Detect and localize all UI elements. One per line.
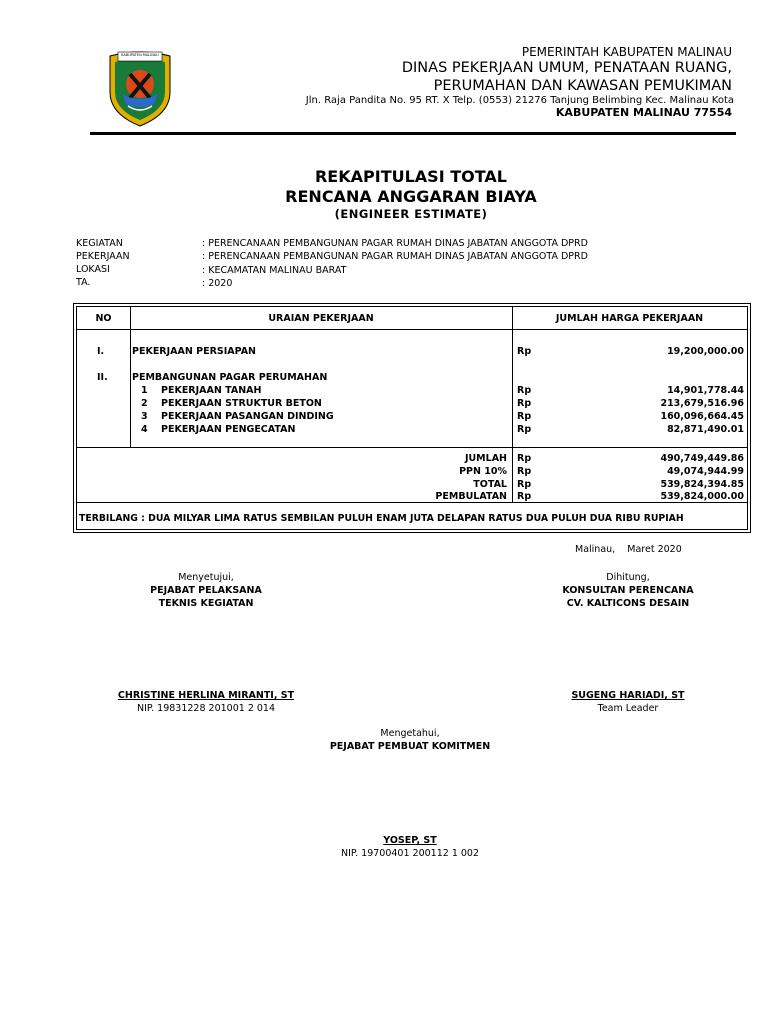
total-value-ppn: 49,074,944.99 — [667, 466, 744, 477]
terbilang-text: TERBILANG : DUA MILYAR LIMA RATUS SEMBILAN PULUH ENAM JUTA DELAPAN RATUS DUA PULUH DUA RIBU RUPIAH — [79, 513, 684, 524]
total-value-total: 539,824,394.85 — [660, 479, 744, 490]
currency-label: Rp — [517, 385, 532, 396]
item-name: PEKERJAAN PASANGAN DINDING — [161, 411, 334, 422]
left-sign-nip: NIP. 19831228 201001 2 014 — [136, 703, 276, 714]
header-uraian: URAIAN PEKERJAAN — [268, 313, 374, 324]
item-value: 160,096,664.45 — [660, 411, 744, 422]
item-value: 82,871,490.01 — [667, 424, 744, 435]
doc-title-1: REKAPITULASI TOTAL — [314, 167, 507, 186]
item-name: PEKERJAAN STRUKTUR BETON — [161, 398, 322, 409]
letterhead-city: KABUPATEN MALINAU 77554 — [555, 106, 732, 119]
item-value: 14,901,778.44 — [667, 385, 744, 396]
doc-title-2: RENCANA ANGGARAN BIAYA — [285, 187, 537, 206]
bottom-sign-intro: Mengetahui, — [380, 728, 440, 739]
currency-label: Rp — [517, 466, 532, 477]
letterhead-department-2: PERUMAHAN DAN KAWASAN PEMUKIMAN — [433, 78, 732, 94]
bottom-sign-nip: NIP. 19700401 200112 1 002 — [340, 848, 480, 859]
currency-label: Rp — [517, 346, 532, 357]
section-1-no: I. — [97, 346, 105, 357]
header-no: NO — [95, 313, 112, 324]
letterhead-department: DINAS PEKERJAAN UMUM, PENATAAN RUANG, — [401, 60, 732, 76]
left-sign-name: CHRISTINE HERLINA MIRANTI, ST — [117, 690, 295, 701]
doc-title-3: (ENGINEER ESTIMATE) — [334, 207, 488, 221]
meta-label-pekerjaan: PEKERJAAN — [76, 251, 130, 262]
bottom-sign-role: PEJABAT PEMBUAT KOMITMEN — [329, 741, 491, 752]
right-sign-title: Team Leader — [597, 703, 659, 714]
section-1-name: PEKERJAAN PERSIAPAN — [132, 346, 257, 357]
total-value-jumlah: 490,749,449.86 — [660, 453, 744, 464]
meta-label-lokasi: LOKASI — [76, 264, 110, 275]
currency-label: Rp — [517, 453, 532, 464]
meta-value-lokasi: : KECAMATAN MALINAU BARAT — [202, 265, 347, 276]
bottom-sign-name: YOSEP, ST — [383, 835, 437, 846]
section-2-name: PEMBANGUNAN PAGAR PERUMAHAN — [132, 372, 328, 383]
right-sign-role-2: CV. KALTICONS DESAIN — [566, 598, 690, 609]
regency-logo — [104, 48, 176, 128]
item-no: 4 — [141, 424, 148, 435]
currency-label: Rp — [517, 491, 532, 502]
left-sign-intro: Menyetujui, — [178, 572, 234, 583]
item-no: 1 — [141, 385, 148, 396]
letterhead-government: PEMERINTAH KABUPATEN MALINAU — [521, 45, 732, 59]
header-jumlah: JUMLAH HARGA PEKERJAAN — [555, 313, 704, 324]
budget-table — [73, 303, 751, 533]
meta-label-ta: TA. — [76, 277, 91, 288]
total-label-pembulatan: PEMBULATAN — [435, 491, 507, 502]
meta-value-pekerjaan: : PERENCANAAN PEMBANGUNAN PAGAR RUMAH DINAS JABATAN ANGGOTA DPRD — [202, 251, 588, 262]
meta-label-kegiatan: KEGIATAN — [76, 238, 123, 249]
item-no: 2 — [141, 398, 148, 409]
right-sign-name: SUGENG HARIADI, ST — [571, 690, 685, 701]
letterhead-address: Jln. Raja Pandita No. 95 RT. X Telp. (0553) 21276 Tanjung Belimbing Kec. Malinau Kota — [305, 95, 734, 106]
item-no: 3 — [141, 411, 148, 422]
letterhead-rule — [90, 132, 736, 135]
item-value: 213,679,516.96 — [660, 398, 744, 409]
document-date: Malinau, Maret 2020 — [575, 544, 682, 555]
item-name: PEKERJAAN PENGECATAN — [161, 424, 296, 435]
item-name: PEKERJAAN TANAH — [161, 385, 262, 396]
currency-label: Rp — [517, 424, 532, 435]
currency-label: Rp — [517, 479, 532, 490]
currency-label: Rp — [517, 398, 532, 409]
meta-value-kegiatan: : PERENCANAAN PEMBANGUNAN PAGAR RUMAH DINAS JABATAN ANGGOTA DPRD — [202, 238, 588, 249]
currency-label: Rp — [517, 411, 532, 422]
section-1-value: 19,200,000.00 — [667, 346, 744, 357]
left-sign-role-2: TEKNIS KEGIATAN — [158, 598, 254, 609]
left-sign-role-1: PEJABAT PELAKSANA — [150, 585, 262, 596]
total-label-total: TOTAL — [473, 479, 507, 490]
section-2-no: II. — [97, 372, 108, 383]
logo-text: KABUPATEN MALINAU — [121, 53, 159, 57]
total-label-ppn: PPN 10% — [459, 466, 507, 477]
total-label-jumlah: JUMLAH — [464, 453, 507, 464]
total-value-pembulatan: 539,824,000.00 — [660, 491, 744, 502]
meta-value-ta: : 2020 — [202, 278, 233, 289]
right-sign-intro: Dihitung, — [606, 572, 650, 583]
right-sign-role-1: KONSULTAN PERENCANA — [562, 585, 694, 596]
